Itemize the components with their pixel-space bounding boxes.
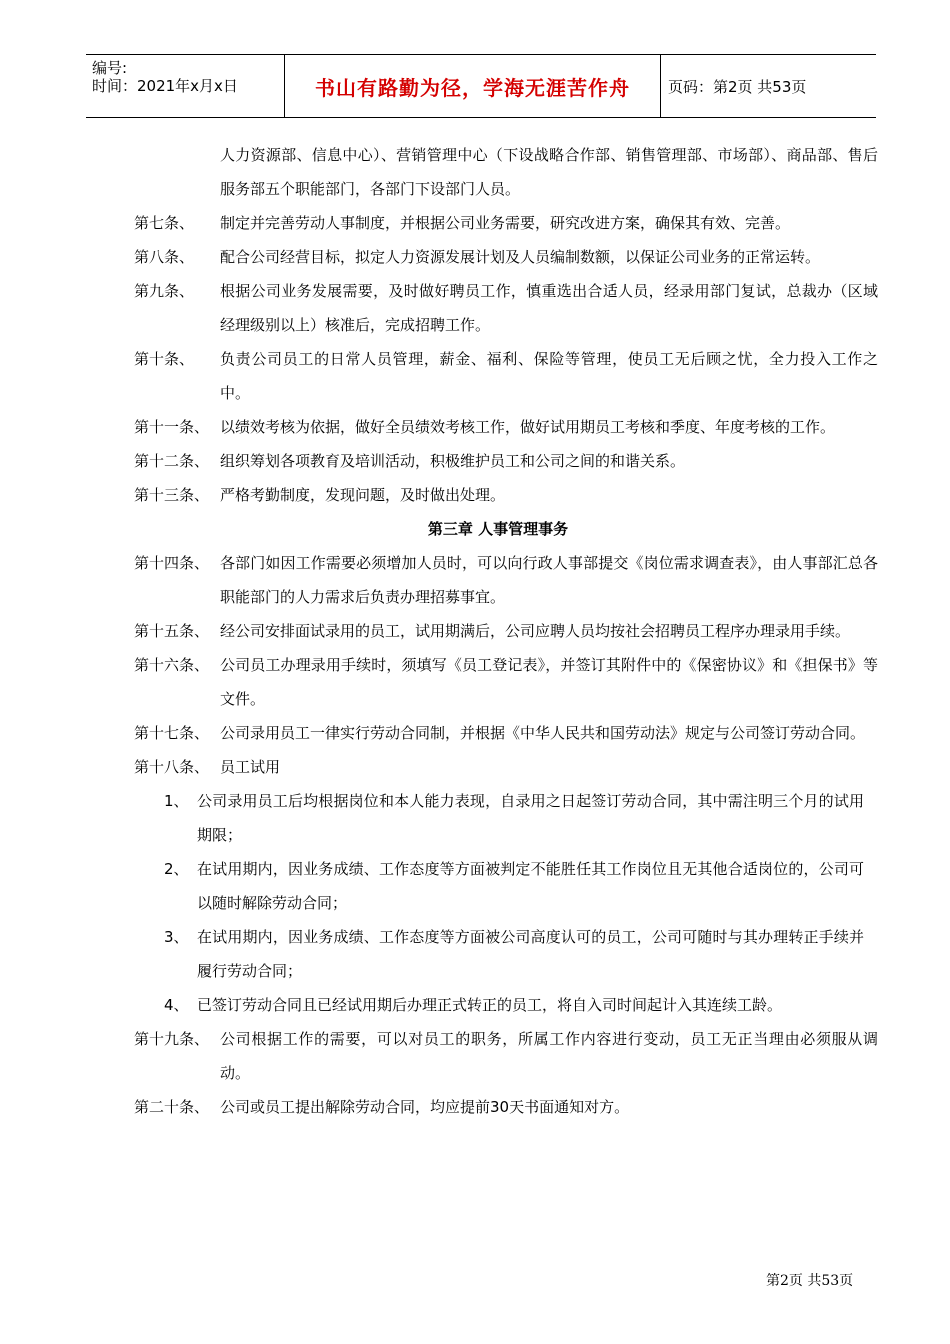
number-label: 编号: xyxy=(92,59,128,77)
article-text: 公司根据工作的需要，可以对员工的职务，所属工作内容进行变动，员工无正当理由必须服从调动。 xyxy=(220,1030,878,1082)
article-text: 以绩效考核为依据，做好全员绩效考核工作，做好试用期员工考核和季度、年度考核的工作。 xyxy=(220,418,836,436)
article-8 xyxy=(0,240,950,274)
article-text: 制定并完善劳动人事制度，并根据公司业务需要，研究改进方案，确保其有效、完善。 xyxy=(220,214,791,232)
article-16 xyxy=(0,648,950,716)
page-header xyxy=(86,54,876,118)
article-11 xyxy=(0,410,950,444)
subitem-2 xyxy=(0,852,950,920)
article-label: 第十六条、 xyxy=(134,656,210,674)
subitem-text: 已签订劳动合同且已经试用期后办理正式转正的员工，将自入司时间起计入其连续工龄。 xyxy=(197,996,783,1014)
article-text: 配合公司经营目标，拟定人力资源发展计划及人员编制数额，以保证公司业务的正常运转。 xyxy=(220,248,821,266)
subitem-1 xyxy=(0,784,950,852)
header-divider xyxy=(660,55,661,117)
article-label: 第十五条、 xyxy=(134,622,210,640)
subitem-text: 在试用期内，因业务成绩、工作态度等方面被公司高度认可的员工，公司可随时与其办理转正手续并履行劳动合同； xyxy=(197,928,864,980)
article-9 xyxy=(0,274,950,342)
article-label: 第二十条、 xyxy=(134,1098,210,1116)
header-page-number: 页码：第2页 共53页 xyxy=(668,77,807,96)
article-text: 员工试用 xyxy=(220,758,281,776)
header-meta xyxy=(92,59,286,95)
footer-page-number: 第2页 共53页 xyxy=(766,1273,854,1289)
article-15 xyxy=(0,614,950,648)
subitem-number: 2、 xyxy=(164,860,189,878)
subitem-number: 3、 xyxy=(164,928,189,946)
article-label: 第八条、 xyxy=(134,248,195,266)
header-motto: 书山有路勤为径，学海无涯苦作舟 xyxy=(315,75,630,100)
subitem-number: 1、 xyxy=(164,792,189,810)
article-14 xyxy=(0,546,950,614)
subitem-text: 在试用期内，因业务成绩、工作态度等方面被判定不能胜任其工作岗位且无其他合适岗位的，公司可以随时解除劳动合同； xyxy=(197,860,864,912)
article-label: 第九条、 xyxy=(134,282,195,300)
chapter-heading: 第三章 人事管理事务 xyxy=(427,520,569,538)
article-text: 各部门如因工作需要必须增加人员时，可以向行政人事部提交《岗位需求调查表》，由人事部汇总各职能部门的人力需求后负责办理招募事宜。 xyxy=(220,554,878,606)
article-20 xyxy=(0,1090,950,1124)
article-label: 第十一条、 xyxy=(134,418,210,436)
article-text: 公司员工办理录用手续时，须填写《员工登记表》，并签订其附件中的《保密协议》和《担保书》等文件。 xyxy=(220,656,878,708)
article-18 xyxy=(0,750,950,784)
article-text: 公司录用员工一律实行劳动合同制，并根据《中华人民共和国劳动法》规定与公司签订劳动合同。 xyxy=(220,724,866,742)
time-label: 时间：2021年x月x日 xyxy=(92,77,238,95)
article-label: 第十条、 xyxy=(134,350,195,368)
article-17 xyxy=(0,716,950,750)
article-text: 根据公司业务发展需要，及时做好聘员工作，慎重选出合适人员，经录用部门复试，总裁办（区域经理级别以上）核准后，完成招聘工作。 xyxy=(220,282,878,334)
article-text: 严格考勤制度，发现问题，及时做出处理。 xyxy=(220,486,506,504)
article-text: 公司或员工提出解除劳动合同，均应提前30天书面通知对方。 xyxy=(220,1098,630,1116)
article-10 xyxy=(0,342,950,410)
article-7 xyxy=(0,206,950,240)
paragraph xyxy=(0,138,950,206)
article-19 xyxy=(0,1022,950,1090)
document-body xyxy=(0,138,950,1124)
article-label: 第十三条、 xyxy=(134,486,210,504)
subitem-text: 公司录用员工后均根据岗位和本人能力表现，自录用之日起签订劳动合同，其中需注明三个月的试用期限； xyxy=(197,792,864,844)
subitem-number: 4、 xyxy=(164,996,189,1014)
subitem-3 xyxy=(0,920,950,988)
article-label: 第十二条、 xyxy=(134,452,210,470)
article-text: 经公司安排面试录用的员工，试用期满后，公司应聘人员均按社会招聘员工程序办理录用手续。 xyxy=(220,622,851,640)
article-label: 第十四条、 xyxy=(134,554,210,572)
article-label: 第十七条、 xyxy=(134,724,210,742)
paragraph-text: 人力资源部、信息中心）、营销管理中心（下设战略合作部、销售管理部、市场部）、商品部、售后服务部五个职能部门，各部门下设部门人员。 xyxy=(220,146,878,198)
article-text: 组织筹划各项教育及培训活动，积极维护员工和公司之间的和谐关系。 xyxy=(220,452,686,470)
article-13 xyxy=(0,478,950,512)
article-label: 第十八条、 xyxy=(134,758,210,776)
article-label: 第十九条、 xyxy=(134,1030,210,1048)
subitem-4 xyxy=(0,988,950,1022)
article-label: 第七条、 xyxy=(134,214,195,232)
article-text: 负责公司员工的日常人员管理，薪金、福利、保险等管理，使员工无后顾之忧，全力投入工作之中。 xyxy=(220,350,878,402)
article-12 xyxy=(0,444,950,478)
